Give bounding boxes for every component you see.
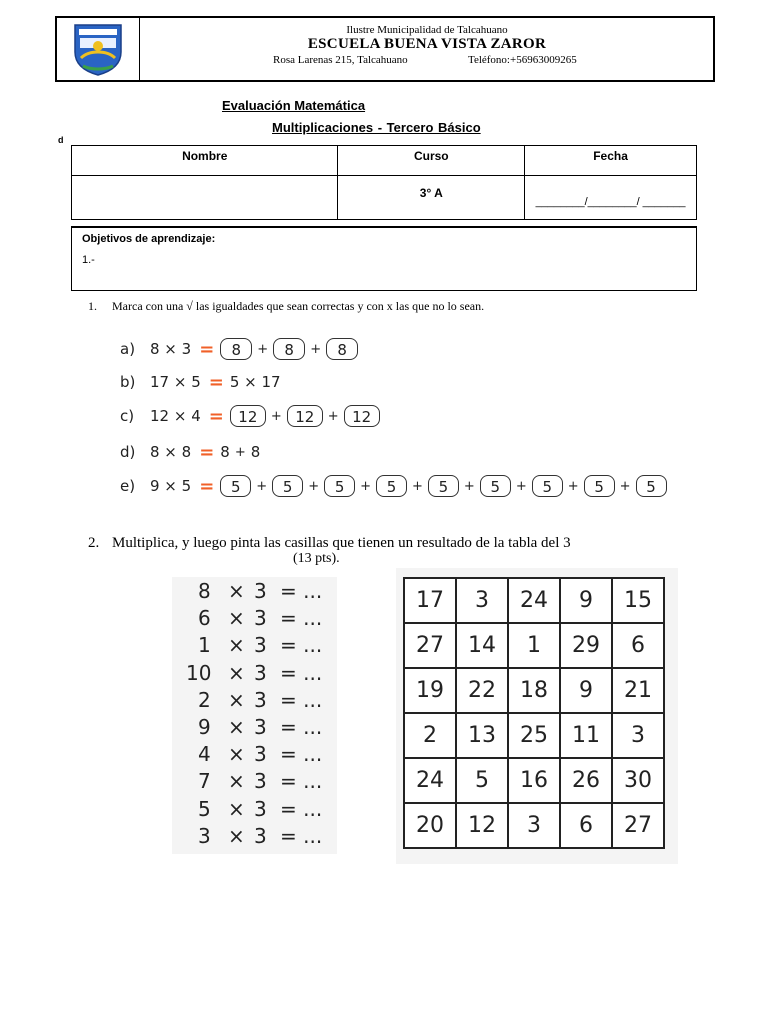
equation-lhs: 8 × 3 — [150, 340, 192, 358]
grid-row — [404, 803, 664, 848]
boxed-term: 5 — [584, 475, 615, 497]
equation-rhs-term: 5 × 17 — [229, 373, 281, 391]
times-sign: × — [228, 715, 245, 739]
times-sign: × — [228, 796, 245, 821]
times-sign: × — [228, 660, 245, 685]
boxed-term: 5 — [636, 475, 667, 497]
equals-sign: = — [199, 338, 215, 360]
boxed-term: 5 — [532, 475, 563, 497]
boxed-term: 5 — [324, 475, 355, 497]
grid-cell[interactable]: 1 — [508, 623, 560, 668]
boxed-term: 5 — [428, 475, 459, 497]
curso-value: 3° A — [338, 176, 525, 220]
boxed-term: 12 — [287, 405, 323, 427]
multiplicand: 3 — [198, 823, 211, 848]
header-nombre: Nombre — [72, 146, 338, 176]
equation-row — [120, 440, 260, 464]
question-1-text: Marca con una √ las igualdades que sean correctas y con x las que no lo sean. — [112, 299, 485, 313]
boxed-term: 5 — [480, 475, 511, 497]
header-fecha: Fecha — [525, 146, 697, 176]
number-grid — [403, 577, 665, 849]
school-name: ESCUELA BUENA VISTA ZAROR — [307, 36, 547, 52]
answer-blank[interactable]: = ... — [280, 742, 323, 767]
multiplicand: 2 — [198, 687, 211, 712]
grid-row — [404, 758, 664, 803]
question-2-text: Multiplica, y luego pinta las casillas que tienen un resultado de la tabla del 3 — [112, 535, 571, 551]
equals-sign: = — [199, 475, 215, 497]
grid-cell[interactable]: 15 — [612, 578, 664, 623]
equation-letter: d) — [120, 443, 136, 461]
grid-row — [404, 668, 664, 713]
multiplicand: 8 — [198, 579, 211, 603]
plus-sign: + — [270, 408, 282, 424]
stray-mark: d — [58, 135, 64, 145]
equation-row — [120, 337, 358, 361]
grid-cell[interactable]: 9 — [560, 578, 612, 623]
grid-cell[interactable]: 13 — [456, 713, 508, 758]
grid-cell[interactable]: 20 — [404, 803, 456, 848]
page-title: Evaluación Matemática — [222, 98, 366, 113]
boxed-term: 8 — [326, 338, 358, 360]
multiplier: 3 — [254, 715, 267, 739]
answer-blank[interactable]: = ... — [280, 633, 323, 658]
header-curso: Curso — [338, 146, 525, 176]
equation-letter: e) — [120, 477, 136, 495]
school-header — [55, 16, 715, 82]
grid-cell[interactable]: 14 — [456, 623, 508, 668]
multiplier: 3 — [254, 769, 267, 794]
multiplicand: 4 — [198, 742, 211, 767]
equation-letter: b) — [120, 373, 136, 391]
multiplier: 3 — [254, 606, 267, 631]
equals-sign: = — [199, 441, 215, 463]
answer-blank[interactable]: = ... — [280, 687, 323, 712]
grid-cell[interactable]: 29 — [560, 623, 612, 668]
plus-sign: + — [567, 478, 579, 494]
objectives-title: Objetivos de aprendizaje: — [82, 233, 216, 245]
plus-sign: + — [463, 478, 475, 494]
equals-sign: = — [208, 405, 224, 427]
answer-blank[interactable]: = ... — [280, 823, 323, 848]
grid-cell[interactable]: 24 — [508, 578, 560, 623]
plus-sign: + — [327, 408, 339, 424]
multiplier: 3 — [254, 579, 267, 603]
times-sign: × — [228, 687, 245, 712]
times-sign: × — [228, 579, 245, 603]
plus-sign: + — [515, 478, 527, 494]
grid-cell[interactable]: 17 — [404, 578, 456, 623]
plus-sign: + — [257, 341, 269, 357]
times-sign: × — [228, 742, 245, 767]
plus-sign: + — [310, 341, 322, 357]
multiplicand: 6 — [198, 606, 211, 631]
fecha-field[interactable] — [525, 176, 697, 220]
municipality-name: Ilustre Municipalidad de Talcahuano — [346, 24, 508, 36]
plus-sign: + — [619, 478, 631, 494]
multiplicand: 9 — [198, 715, 211, 739]
grid-cell[interactable]: 26 — [560, 758, 612, 803]
grid-cell[interactable]: 3 — [508, 803, 560, 848]
school-address: Rosa Larenas 215, Talcahuano — [273, 54, 408, 66]
plus-sign: + — [412, 478, 423, 494]
objectives-item: 1.- — [82, 254, 95, 266]
answer-blank[interactable]: = ... — [280, 660, 323, 685]
equation-letter: c) — [120, 407, 135, 425]
plus-sign: + — [360, 478, 372, 494]
grid-cell[interactable]: 9 — [560, 668, 612, 713]
answer-blank[interactable]: = ... — [280, 579, 323, 603]
answer-blank[interactable]: = ... — [280, 606, 323, 631]
times-sign: × — [228, 633, 245, 658]
school-crest-icon — [71, 22, 125, 76]
grid-cell[interactable]: 3 — [456, 578, 508, 623]
grid-cell[interactable]: 5 — [456, 758, 508, 803]
multiplier: 3 — [254, 823, 267, 848]
plus-sign: + — [308, 478, 320, 494]
grid-row — [404, 578, 664, 623]
boxed-term: 5 — [272, 475, 303, 497]
grid-cell[interactable]: 22 — [456, 668, 508, 713]
grid-cell[interactable]: 24 — [404, 758, 456, 803]
plus-sign: + — [234, 444, 246, 460]
objectives-box — [71, 226, 697, 291]
grid-cell[interactable]: 2 — [404, 713, 456, 758]
plus-sign: + — [256, 478, 268, 494]
times-sign: × — [228, 606, 245, 631]
grid-cell[interactable]: 3 — [612, 713, 664, 758]
boxed-term: 12 — [344, 405, 380, 427]
boxed-term: 8 — [273, 338, 305, 360]
date-blank[interactable]: ________/________/ _______ — [535, 196, 686, 208]
grid-cell[interactable]: 11 — [560, 713, 612, 758]
multiplier: 3 — [254, 796, 267, 821]
student-info-table — [71, 145, 697, 220]
multiplication-list — [172, 577, 337, 854]
question-2-points: (13 pts). — [293, 551, 340, 566]
equals-sign: = — [208, 371, 224, 393]
multiplicand: 10 — [186, 660, 212, 685]
equation-letter: a) — [120, 340, 136, 358]
equation-lhs: 8 × 8 — [150, 443, 192, 461]
grid-cell[interactable]: 27 — [612, 803, 664, 848]
boxed-term: 5 — [220, 475, 251, 497]
equation-row — [120, 404, 380, 428]
answer-blank[interactable]: = ... — [280, 715, 323, 739]
grid-cell[interactable]: 30 — [612, 758, 664, 803]
question-2-number: 2. — [88, 535, 100, 551]
boxed-term: 8 — [220, 338, 252, 360]
answer-blank[interactable]: = ... — [280, 796, 323, 821]
multiplier: 3 — [254, 742, 267, 767]
logo-cell — [57, 18, 140, 80]
multiplier: 3 — [254, 660, 267, 685]
multiplicand: 1 — [198, 633, 211, 658]
equation-lhs: 9 × 5 — [150, 477, 192, 495]
nombre-field[interactable] — [72, 176, 338, 220]
question-1-number: 1. — [88, 299, 97, 313]
answer-blank[interactable]: = ... — [280, 769, 323, 794]
multiplicand: 7 — [198, 769, 211, 794]
grid-cell[interactable]: 18 — [508, 668, 560, 713]
grid-cell[interactable]: 19 — [404, 668, 456, 713]
equation-row — [120, 474, 667, 498]
grid-cell[interactable]: 25 — [508, 713, 560, 758]
school-phone: Teléfono:+56963009265 — [468, 54, 577, 66]
multiplier: 3 — [254, 687, 267, 712]
equation-rhs-term: 8 — [250, 443, 261, 461]
grid-cell[interactable]: 6 — [612, 623, 664, 668]
grid-cell[interactable]: 27 — [404, 623, 456, 668]
boxed-term: 5 — [376, 475, 407, 497]
equation-rhs-term: 8 — [220, 443, 230, 461]
grid-cell[interactable]: 6 — [560, 803, 612, 848]
grid-cell[interactable]: 21 — [612, 668, 664, 713]
multiplicand: 5 — [198, 796, 211, 821]
grid-row — [404, 623, 664, 668]
equation-lhs: 17 × 5 — [150, 373, 201, 391]
equation-row — [120, 370, 281, 394]
times-sign: × — [228, 769, 245, 794]
times-sign: × — [228, 823, 245, 848]
grid-row — [404, 713, 664, 758]
grid-cell[interactable]: 16 — [508, 758, 560, 803]
boxed-term: 12 — [230, 405, 266, 427]
page-subtitle: Multiplicaciones - Tercero Básico — [272, 120, 481, 135]
multiplier: 3 — [254, 633, 267, 658]
grid-cell[interactable]: 12 — [456, 803, 508, 848]
equation-lhs: 12 × 4 — [150, 407, 201, 425]
